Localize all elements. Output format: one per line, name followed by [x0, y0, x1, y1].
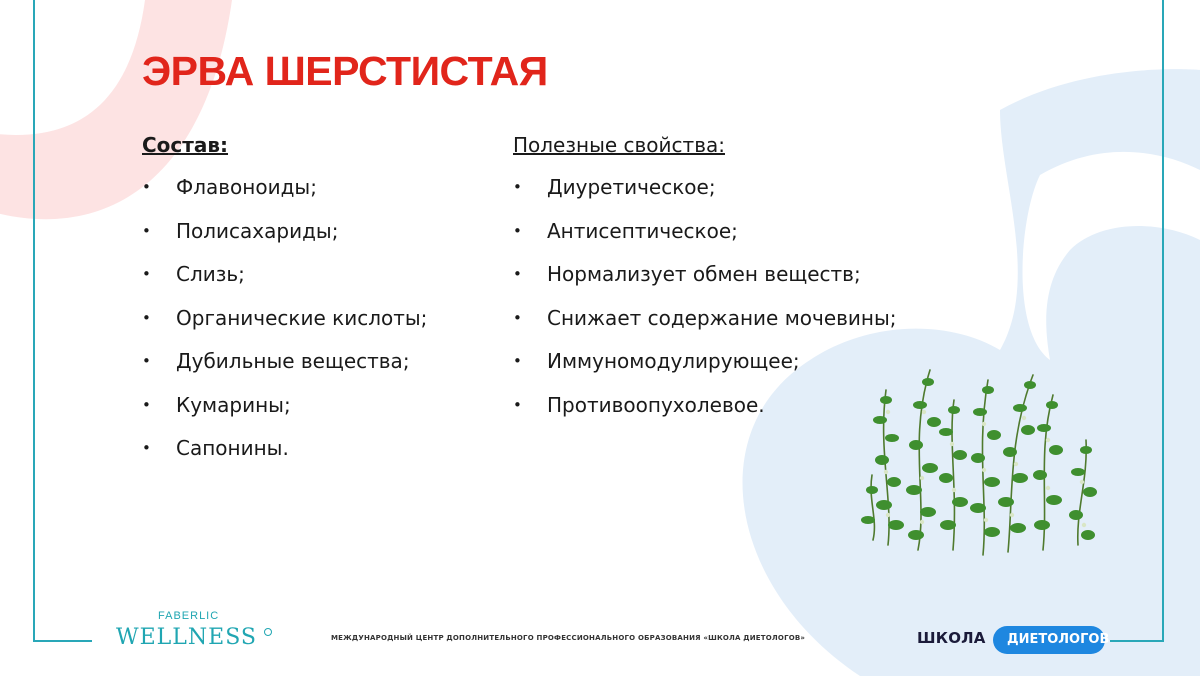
composition-item-text: Полисахариды;: [176, 218, 339, 243]
properties-item: [513, 172, 943, 216]
properties-item: [513, 259, 943, 303]
properties-heading: Полезные свойства:: [513, 133, 725, 157]
properties-item-text: Диуретическое;: [547, 175, 716, 199]
registered-mark-icon: [264, 628, 272, 636]
properties-item-text: Иммуномодулирующее;: [547, 349, 800, 373]
bullet-dot-icon: •: [142, 308, 151, 327]
frame-line: [34, 0, 92, 641]
properties-item: [513, 303, 943, 347]
slide-title: ЭРВА ШЕРСТИСТАЯ: [142, 48, 548, 94]
composition-item-text: Флавоноиды;: [176, 175, 317, 199]
composition-item-text: Слизь;: [176, 262, 245, 286]
bullet-dot-icon: •: [142, 352, 151, 370]
composition-item: [142, 390, 492, 434]
composition-item: [142, 216, 492, 260]
properties-item-text: Нормализует обмен веществ;: [547, 262, 861, 286]
composition-item-text: Органические кислоты;: [176, 305, 428, 330]
brand-main-text: WELLNESS: [116, 625, 257, 650]
faberlic-wellness-logo: [112, 608, 272, 656]
composition-column: [142, 130, 492, 477]
composition-item: [142, 433, 492, 477]
bullet-dot-icon: •: [142, 439, 151, 457]
composition-item-text: Кумарины;: [176, 392, 291, 417]
bullet-dot-icon: •: [142, 178, 151, 196]
composition-heading: Состав:: [142, 133, 229, 157]
plant-illustration-icon: [858, 360, 1108, 560]
properties-item-text: Противоопухолевое.: [547, 392, 765, 417]
properties-item-text: Снижает содержание мочевины;: [547, 305, 897, 330]
composition-item-text: Дубильные вещества;: [176, 349, 410, 373]
school-word: ШКОЛА: [917, 629, 986, 647]
composition-list: [142, 172, 492, 477]
school-badge: [993, 626, 1110, 654]
bullet-dot-icon: •: [513, 308, 522, 327]
properties-item-text: Антисептическое;: [547, 218, 738, 243]
bullet-dot-icon: •: [513, 395, 522, 414]
composition-item: [142, 346, 492, 390]
bullet-dot-icon: •: [513, 221, 522, 240]
bullet-dot-icon: •: [142, 221, 151, 240]
school-logo: [914, 624, 1110, 656]
bullet-dot-icon: •: [513, 352, 522, 370]
composition-item-text: Сапонины.: [176, 436, 289, 460]
bullet-dot-icon: •: [142, 395, 151, 414]
bullet-dot-icon: •: [513, 178, 522, 196]
bullet-dot-icon: •: [513, 265, 522, 283]
properties-item: [513, 216, 943, 260]
bullet-dot-icon: •: [142, 265, 151, 283]
composition-item: [142, 172, 492, 216]
brand-top-text: FABERLIC: [158, 610, 220, 622]
school-badge-text: ДИЕТОЛОГОВ: [1007, 632, 1110, 647]
footer-center-text: МЕЖДУНАРОДНЫЙ ЦЕНТР ДОПОЛНИТЕЛЬНОГО ПРОФЕССИОНАЛЬНОГО ОБРАЗОВАНИЯ «ШКОЛА ДИЕТОЛОГОВ»: [331, 634, 806, 642]
composition-item: [142, 259, 492, 303]
composition-item: [142, 303, 492, 347]
